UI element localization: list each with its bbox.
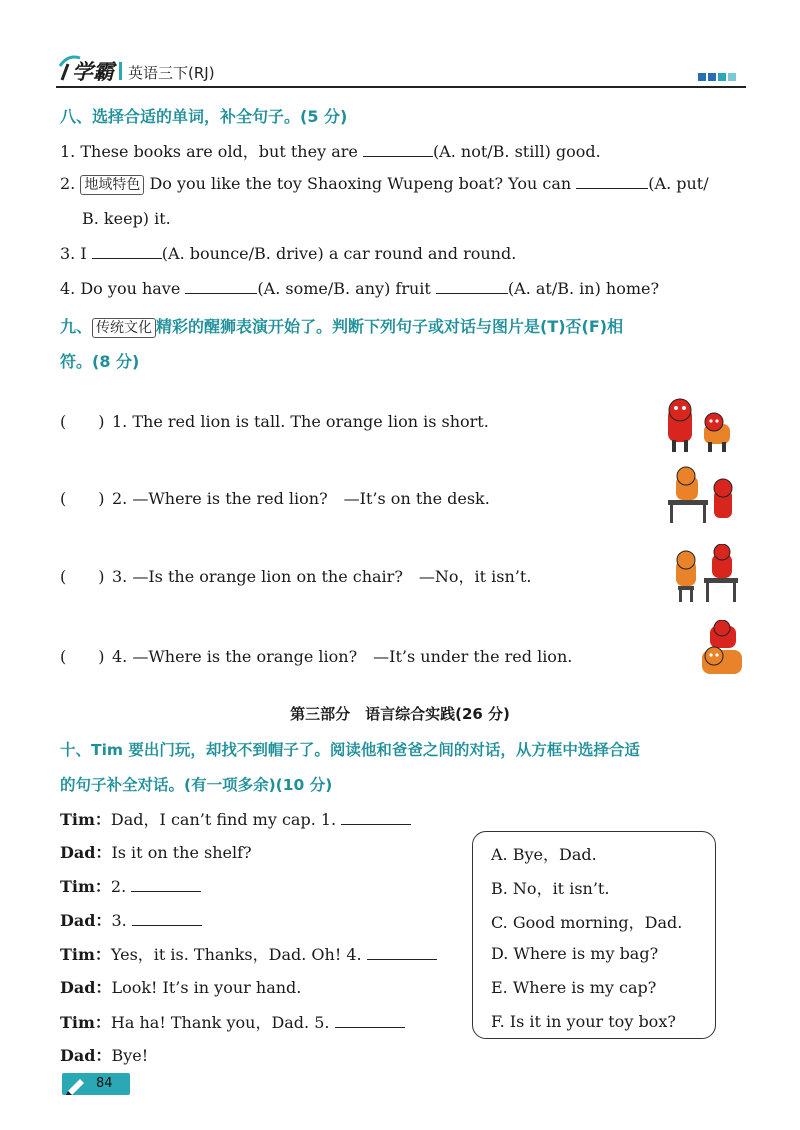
section9-title (60, 314, 623, 338)
dialogue-line (60, 807, 411, 830)
option-c: C. Good morning，Dad. (491, 913, 683, 932)
red-lion-icon (714, 479, 732, 518)
orange-lion-under-icon (702, 647, 742, 674)
s9-prefix: 九、 (60, 317, 93, 336)
section10-title: 十、Tim 要出门玩，却找不到帽子了。阅读他和爸爸之间的对话，从方框中选择合适 (60, 741, 640, 759)
dialogue-text: 3. (111, 911, 127, 930)
lion-picture-4 (690, 620, 762, 680)
answer-blank[interactable] (576, 174, 648, 189)
s9-item-1 (60, 409, 489, 432)
header-rule (56, 86, 746, 88)
s9-item-2 (60, 486, 490, 509)
header-divider-bar (119, 62, 122, 80)
s8-question-2-cont: B. keep) it. (82, 209, 171, 228)
s9-title-rest: 精彩的醒狮表演开始了。判断下列句子或对话与图片是(T)否(F)相 (156, 317, 624, 336)
page-number-tab (62, 1073, 130, 1095)
answer-blank[interactable] (335, 1013, 405, 1028)
section10-title-line2: 的句子补全对话。(有一项多余)(10 分) (60, 776, 333, 794)
s9-item-text: 2. —Where is the red lion? —It’s on the desk. (112, 489, 490, 508)
answer-blank[interactable] (367, 945, 437, 960)
s8-q1-text: 1. These books are old，but they are (60, 142, 363, 161)
s8-q3-text: 3. I (60, 244, 92, 263)
dialogue-line (60, 840, 252, 863)
speaker-label: Dad： (60, 911, 112, 930)
red-lion-tall-icon (668, 399, 692, 452)
traditional-culture-tag: 传统文化 (92, 318, 156, 338)
s8-q3-choices: (A. bounce/B. drive) a car round and round. (161, 244, 517, 263)
s9-item-text: 3. —Is the orange lion on the chair? —No，it isn’t. (112, 567, 532, 586)
s8-q2-num: 2. (60, 174, 81, 193)
dialogue-text: Yes，it is. Thanks，Dad. Oh! 4. (110, 945, 362, 964)
regional-feature-tag: 地域特色 (80, 175, 144, 195)
option-f: F. Is it in your toy box? (491, 1012, 676, 1031)
dialogue-line (60, 975, 301, 998)
dialogue-text: Bye! (111, 1046, 149, 1065)
speaker-label: Tim： (60, 945, 111, 964)
orange-lion-short-icon (704, 413, 730, 452)
options-box (472, 831, 716, 1039)
answer-parens[interactable]: ( ) (60, 489, 105, 508)
red-lion-top-icon (710, 620, 736, 648)
page-number: 84 (96, 1076, 113, 1091)
s9-item-4 (60, 644, 572, 667)
s8-question-1 (60, 139, 601, 162)
speaker-label: Dad： (60, 978, 112, 997)
dialogue-line (60, 908, 202, 931)
speaker-label: Dad： (60, 1046, 112, 1065)
brand-name: 学霸 (72, 60, 114, 84)
dialogue-text: Is it on the shelf? (111, 843, 252, 862)
s8-q2-choices: (A. put/ (648, 174, 709, 193)
dialogue-line (60, 1043, 148, 1066)
section9-title-line2: 符。(8 分) (60, 352, 140, 371)
answer-parens[interactable]: ( ) (60, 647, 105, 666)
answer-blank[interactable] (436, 279, 508, 294)
lion-picture-1 (664, 396, 736, 456)
book-subtitle: 英语三下(RJ) (128, 64, 215, 82)
option-b: B. No，it isn’t. (491, 879, 610, 898)
s9-item-text: 4. —Where is the orange lion? —It’s under the red lion. (112, 647, 573, 666)
orange-lion-icon (676, 551, 696, 602)
option-e: E. Where is my cap? (491, 978, 657, 997)
table-icon (704, 578, 738, 602)
orange-lion-on-desk-icon (676, 467, 698, 500)
s8-question-2 (60, 174, 709, 195)
answer-blank[interactable] (363, 142, 433, 157)
speaker-label: Dad： (60, 843, 112, 862)
dialogue-line (60, 874, 201, 897)
dialogue-text: Ha ha! Thank you，Dad. 5. (110, 1013, 330, 1032)
lion-picture-2 (664, 466, 736, 526)
dialogue-line (60, 942, 437, 965)
s8-q4-choices-1: (A. some/B. any) fruit (257, 279, 436, 298)
answer-blank[interactable] (92, 244, 162, 259)
speaker-label: Tim： (60, 810, 111, 829)
desk-icon (668, 500, 708, 523)
speaker-label: Tim： (60, 877, 111, 896)
s9-item-3 (60, 564, 531, 587)
s9-item-text: 1. The red lion is tall. The orange lion is short. (112, 412, 489, 431)
section8-title: 八、选择合适的单词，补全句子。(5 分) (60, 107, 348, 126)
s8-question-4 (60, 279, 659, 298)
s8-q2-text: Do you like the toy Shaoxing Wupeng boat? You can (144, 174, 577, 193)
red-lion-on-table-icon (712, 544, 732, 578)
speaker-label: Tim： (60, 1013, 111, 1032)
answer-blank[interactable] (131, 877, 201, 892)
s8-q1-choices: (A. not/B. still) good. (432, 142, 601, 161)
lion-picture-3 (670, 544, 742, 604)
answer-blank[interactable] (132, 911, 202, 926)
s8-q4-text: 4. Do you have (60, 279, 186, 298)
pencil-icon (64, 1073, 90, 1095)
header-squares-icon (698, 73, 738, 82)
dialogue-text: Dad，I can’t find my cap. 1. (110, 810, 337, 829)
part3-title: 第三部分 语言综合实践(26 分) (290, 705, 510, 723)
s8-q4-choices-2: (A. at/B. in) home? (507, 279, 660, 298)
answer-parens[interactable]: ( ) (60, 412, 105, 431)
s8-question-3 (60, 244, 516, 263)
option-a: A. Bye，Dad. (491, 845, 597, 864)
dialogue-text: 2. (110, 877, 127, 896)
answer-blank[interactable] (185, 279, 257, 294)
option-d: D. Where is my bag? (491, 944, 659, 963)
dialogue-text: Look! It’s in your hand. (111, 978, 302, 997)
dialogue-line (60, 1010, 405, 1033)
answer-blank[interactable] (341, 810, 411, 825)
answer-parens[interactable]: ( ) (60, 567, 105, 586)
